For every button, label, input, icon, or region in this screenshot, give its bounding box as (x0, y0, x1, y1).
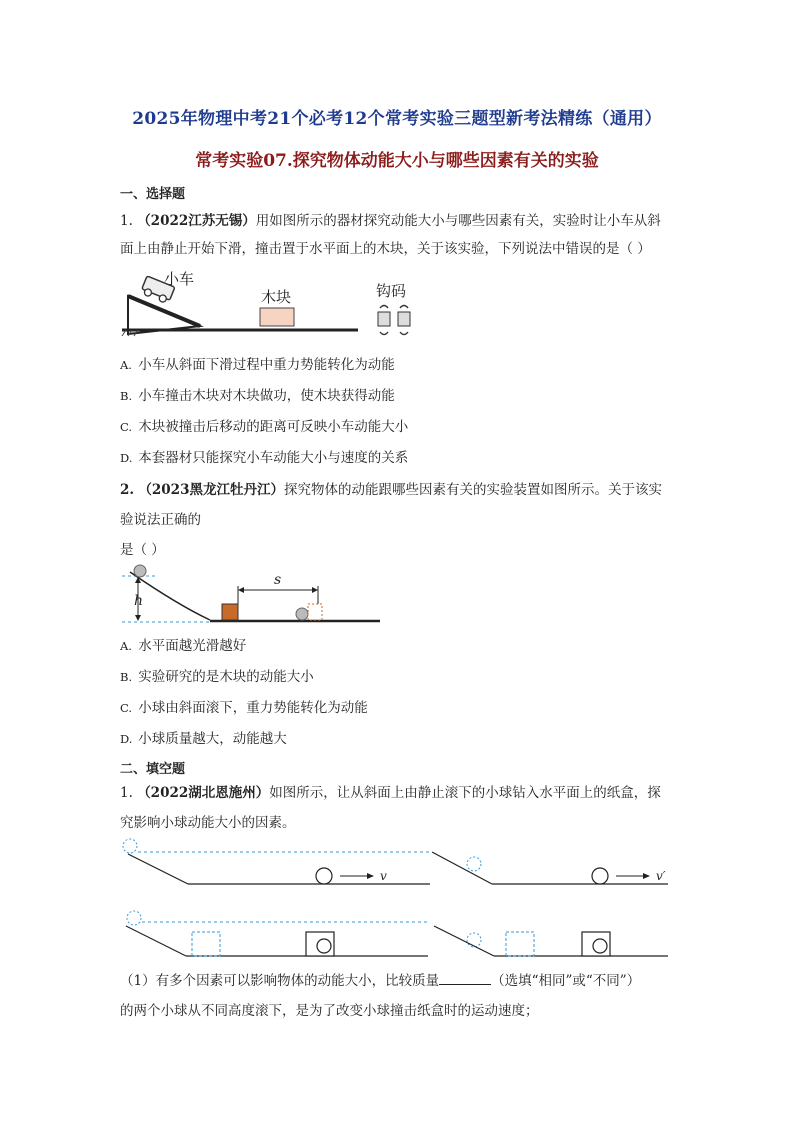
ball-icon (317, 939, 331, 953)
question-source: （2023黑龙江牡丹江） (138, 482, 284, 498)
box-start-outline (506, 932, 534, 956)
option-b[interactable]: B. 实验研究的是木块的动能大小 (120, 669, 314, 685)
weight-icon (398, 306, 410, 335)
figure-ball-slope (118, 560, 388, 630)
option-a[interactable]: A. 水平面越光滑越好 (120, 638, 247, 654)
ball-start-outline (127, 911, 141, 925)
slope-line (432, 852, 492, 884)
question-source: （2022江苏无锡） (137, 213, 256, 229)
weight-icon (378, 306, 390, 335)
fill-question-1-line-1 (120, 781, 661, 801)
figure-ball-box (118, 836, 674, 962)
question-number: 1. (120, 213, 133, 229)
option-a[interactable]: A. 小车从斜面下滑过程中重力势能转化为动能 (120, 357, 395, 373)
sub-question-1-line-1: （1）有多个因素可以影响物体的动能大小，比较质量 （选填“相同”或“不同”） (120, 973, 641, 989)
question-number: 1. (120, 785, 133, 801)
question-2-line-2: 验说法正确的 (120, 512, 201, 528)
option-d[interactable]: D. 本套器材只能探究小车动能大小与速度的关系 (120, 450, 409, 466)
question-source: （2022湖北恩施州） (137, 785, 270, 801)
ball-icon (592, 868, 608, 884)
h-label: h (134, 593, 144, 609)
slope-line (128, 854, 188, 884)
ball-icon (316, 868, 332, 884)
wooden-block (260, 308, 294, 326)
question-2-line-1 (120, 478, 662, 498)
v-label: v (380, 869, 387, 883)
experiment-title: 常考实验07.探究物体动能大小与哪些因素有关的实验 (195, 151, 599, 171)
question-text: 用如图所示的器材探究动能大小与哪些因素有关，实验时让小车从斜 (255, 213, 661, 229)
option-c[interactable]: C. 小球由斜面滚下，重力势能转化为动能 (120, 700, 368, 716)
question-text: 如图所示，让从斜面上由静止滚下的小球钻入水平面上的纸盒，探 (269, 785, 661, 801)
ball-start-outline (467, 857, 481, 871)
section-heading-fill: 二、填空题 (120, 762, 186, 777)
option-c[interactable]: C. 木块被撞击后移动的距离可反映小车动能大小 (120, 419, 409, 435)
v-prime-label: v′ (656, 869, 666, 883)
sub-question-1-line-2: 的两个小球从不同高度滚下，是为了改变小球撞击纸盒时的运动速度； (120, 1003, 539, 1019)
block-label: 木块 (261, 288, 292, 306)
document-title: 2025年物理中考21个必考12个常考实验三题型新考法精练（通用） (132, 109, 662, 129)
answer-blank[interactable] (439, 972, 491, 985)
wooden-block (222, 604, 238, 620)
ball-start-outline (467, 933, 481, 947)
slope-line (434, 926, 494, 956)
ball-icon (296, 608, 308, 620)
ball-icon (134, 565, 146, 577)
figure-cart-ramp (118, 266, 428, 344)
weights-label: 钩码 (376, 282, 407, 300)
question-1-line-2: 面上由静止开始下滑，撞击置于水平面上的木块，关于该实验，下列说法中错误的是（ ） (120, 241, 651, 257)
box-start-outline (192, 932, 220, 956)
cart-label: 小车 (164, 270, 195, 288)
option-d[interactable]: D. 小球质量越大，动能越大 (120, 731, 287, 747)
ball-icon (593, 939, 607, 953)
fill-question-1-line-2: 究影响小球动能大小的因素。 (120, 815, 296, 831)
option-b[interactable]: B. 小车撞击木块对木块做功，使木块获得动能 (120, 388, 395, 404)
question-text: 探究物体的动能跟哪些因素有关的实验装置如图所示。关于该实 (283, 482, 662, 498)
slope-line (126, 926, 186, 956)
question-1-line-1 (120, 209, 661, 229)
s-label: s (274, 572, 282, 588)
section-heading-choice: 一、选择题 (120, 187, 186, 202)
ball-start-outline (123, 839, 137, 853)
block-moved-outline (308, 604, 322, 620)
question-2-line-3: 是（ ） (120, 542, 165, 558)
question-number: 2. (120, 482, 135, 498)
